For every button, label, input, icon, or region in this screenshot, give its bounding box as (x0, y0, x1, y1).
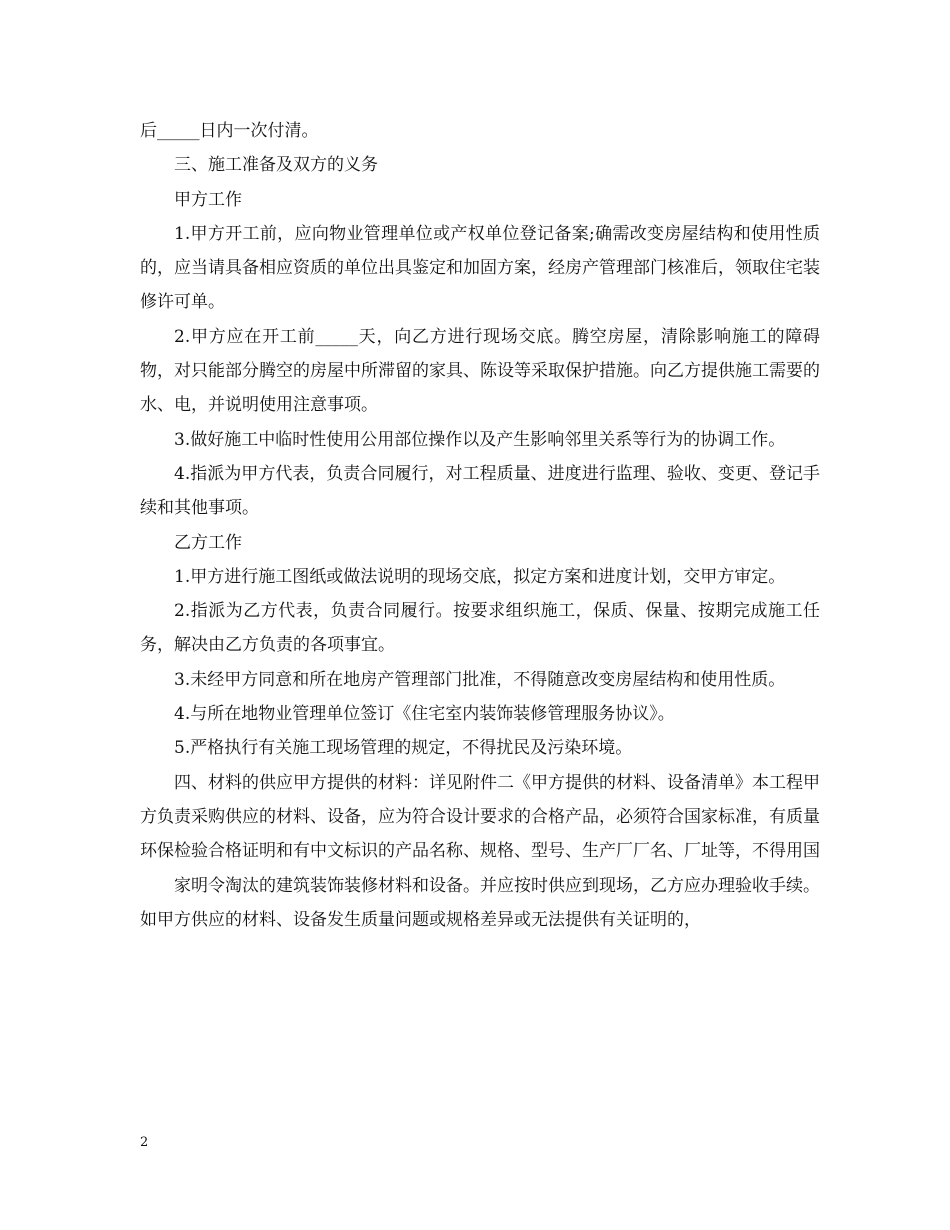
paragraph: 3.做好施工中临时性使用公用部位操作以及产生影响邻里关系等行为的协调工作。 (174, 429, 786, 450)
subsection-heading: 甲方工作 (174, 189, 242, 210)
paragraph: 5.严格执行有关施工现场管理的规定，不得扰民及污染环境。 (174, 738, 633, 759)
paragraph: 3.未经甲方同意和所在地房产管理部门批准，不得随意改变房屋结构和使用性质。 (174, 669, 786, 690)
paragraph: 1.甲方进行施工图纸或做法说明的现场交底，拟定方案和进度计划，交甲方审定。 (174, 566, 786, 587)
paragraph: 4.与所在地物业管理单位签订《住宅室内装饰装修管理服务协议》。 (174, 704, 675, 725)
paragraph: 家明令淘汰的建筑装饰装修材料和设备。并应按时供应到现场，乙方应办理验收手续。如甲方供应的材料、设备发生质量问题或规格差异或无法提供有关证明的， (140, 875, 820, 930)
section-heading: 三、施工准备及双方的义务 (174, 155, 378, 176)
paragraph: 4.指派为甲方代表，负责合同履行，对工程质量、进度进行监理、验收、变更、登记手续和其他事项。 (140, 463, 820, 519)
paragraph: 2.甲方应在开工前_____天，向乙方进行现场交底。腾空房屋，清除影响施工的障碍物，对只能部分腾空的房屋中所滞留的家具、陈设等采取保护措施。向乙方提供施工需要的水、电，并说明使用注意事项。 (140, 326, 820, 416)
document-body (140, 114, 820, 937)
paragraph: 1.甲方开工前，应向物业管理单位或产权单位登记备案;确需改变房屋结构和使用性质的，应当请具备相应资质的单位出具鉴定和加固方案，经房产管理部门核准后，领取住宅装修许可单。 (140, 223, 820, 313)
paragraph: 后_____日内一次付清。 (140, 121, 319, 141)
page-number: 2 (140, 1135, 149, 1150)
paragraph: 2.指派为乙方代表，负责合同履行。按要求组织施工，保质、保量、按期完成施工任务，解决由乙方负责的各项事宜。 (140, 601, 820, 656)
paragraph: 四、材料的供应甲方提供的材料：详见附件二《甲方提供的材料、设备清单》本工程甲方负责采购供应的材料、设备，应为符合设计要求的合格产品，必须符合国家标准，有质量环保检验合格证明和有中文标识的产品名称、规格、型号、生产厂厂名、厂址等，不得用国 (140, 772, 820, 862)
subsection-heading: 乙方工作 (174, 532, 242, 553)
